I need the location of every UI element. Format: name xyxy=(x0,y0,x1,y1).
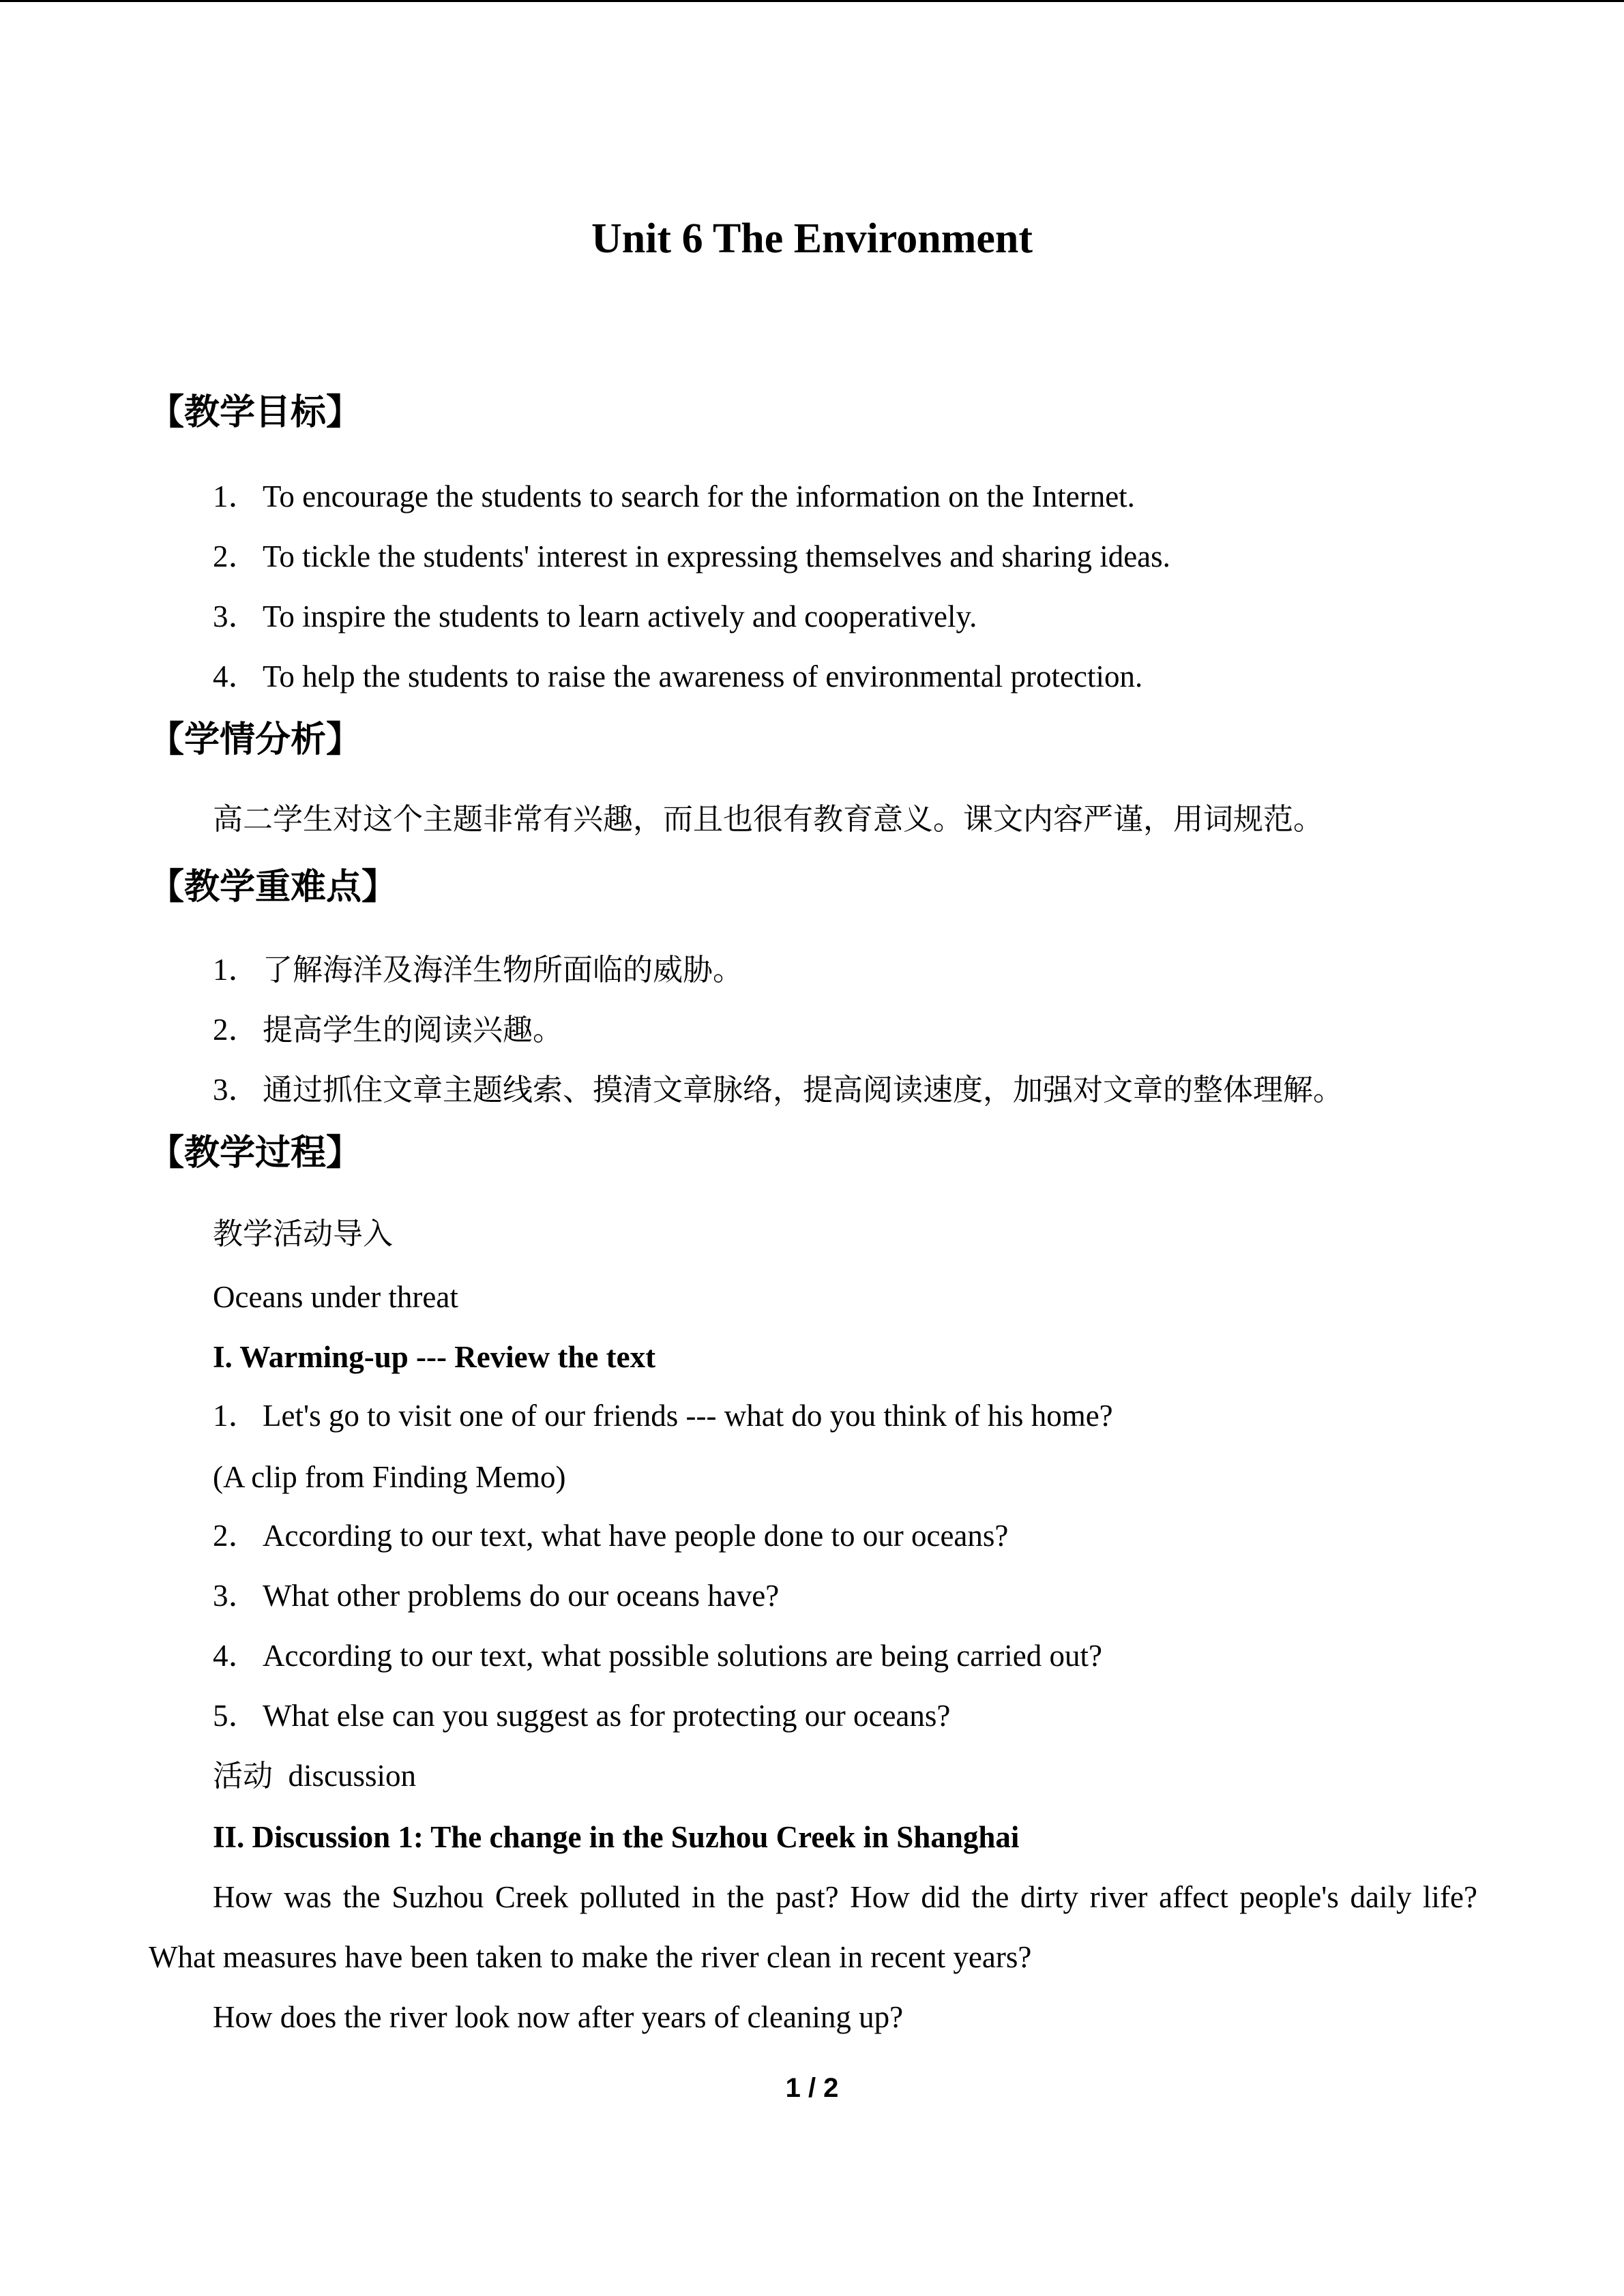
section-heading-key-points: 【教学重难点】 xyxy=(149,867,398,908)
key-point-text: 提高学生的阅读兴趣。 xyxy=(263,1013,563,1047)
document-title: Unit 6 The Environment xyxy=(591,215,1033,262)
page-number: 1 / 2 xyxy=(785,2073,839,2103)
warmup-item xyxy=(213,1695,950,1736)
objective-number: 4． xyxy=(213,659,259,694)
warmup-item xyxy=(213,1635,1102,1676)
key-point-text: 通过抓住文章主题线索、摸清文章脉络，提高阅读速度，加强对文章的整体理解。 xyxy=(263,1073,1343,1107)
objective-text: To inspire the students to learn actively and cooperatively. xyxy=(263,599,977,633)
warmup-item xyxy=(213,1515,1008,1556)
section-heading-process: 【教学过程】 xyxy=(149,1133,362,1174)
discussion-paragraph-2: How does the river look now after years of cleaning up? xyxy=(213,2000,904,2034)
page-top-border xyxy=(0,0,1624,2)
key-point-number: 3． xyxy=(213,1073,259,1107)
analysis-text: 高二学生对这个主题非常有兴趣，而且也很有教育意义。课文内容严谨，用词规范。 xyxy=(213,802,1323,837)
warmup-text: What other problems do our oceans have? xyxy=(263,1579,780,1613)
objective-text: To tickle the students' interest in expressing themselves and sharing ideas. xyxy=(263,539,1170,573)
warmup-number: 4． xyxy=(213,1639,259,1673)
objective-item xyxy=(213,536,1170,577)
warmup-number: 5． xyxy=(213,1699,259,1733)
objective-number: 1． xyxy=(213,479,259,513)
objective-number: 2． xyxy=(213,539,259,573)
objective-text: To encourage the students to search for the information on the Internet. xyxy=(263,479,1135,513)
activity-label-cn: 活动 xyxy=(213,1759,273,1793)
discussion-paragraph: How was the Suzhou Creek polluted in the past? How did the dirty river affect people's daily life? What measures have been taken to make the river clean in recent years? xyxy=(149,1880,1477,1974)
warmup-text: According to our text, what have people done to our oceans? xyxy=(263,1519,1009,1553)
key-point-item xyxy=(213,949,743,991)
objective-item xyxy=(213,656,1142,697)
objective-item xyxy=(213,476,1135,517)
warmup-number: 3． xyxy=(213,1579,259,1613)
key-point-text: 了解海洋及海洋生物所面临的威胁。 xyxy=(263,953,743,987)
section-heading-objectives: 【教学目标】 xyxy=(149,392,362,433)
process-topic: Oceans under threat xyxy=(213,1280,458,1314)
section-heading-analysis: 【学情分析】 xyxy=(149,719,362,760)
warmup-text: (A clip from Finding Memo) xyxy=(213,1460,566,1494)
objective-item xyxy=(213,596,977,637)
warmup-item xyxy=(213,1457,565,1497)
warmup-text: Let's go to visit one of our friends --- what do you think of his home? xyxy=(263,1399,1113,1433)
warmup-number: 2． xyxy=(213,1519,259,1553)
key-point-number: 1． xyxy=(213,953,259,987)
key-point-item xyxy=(213,1069,1343,1111)
warmup-text: What else can you suggest as for protecting our oceans? xyxy=(263,1699,951,1733)
activity-label xyxy=(213,1755,416,1797)
warmup-text: According to our text, what possible solutions are being carried out? xyxy=(263,1639,1102,1673)
process-intro-label: 教学活动导入 xyxy=(213,1217,393,1251)
warmup-heading: I. Warming-up --- Review the text xyxy=(213,1340,656,1374)
warmup-item xyxy=(213,1575,779,1616)
warmup-item xyxy=(213,1395,1113,1436)
activity-label-en: discussion xyxy=(288,1759,417,1793)
objective-number: 3． xyxy=(213,599,259,633)
key-point-number: 2． xyxy=(213,1013,259,1047)
discussion-heading: II. Discussion 1: The change in the Suzhou Creek in Shanghai xyxy=(213,1820,1020,1854)
objective-text: To help the students to raise the awareness of environmental protection. xyxy=(263,659,1143,694)
warmup-number: 1． xyxy=(213,1399,259,1433)
key-point-item xyxy=(213,1009,563,1051)
